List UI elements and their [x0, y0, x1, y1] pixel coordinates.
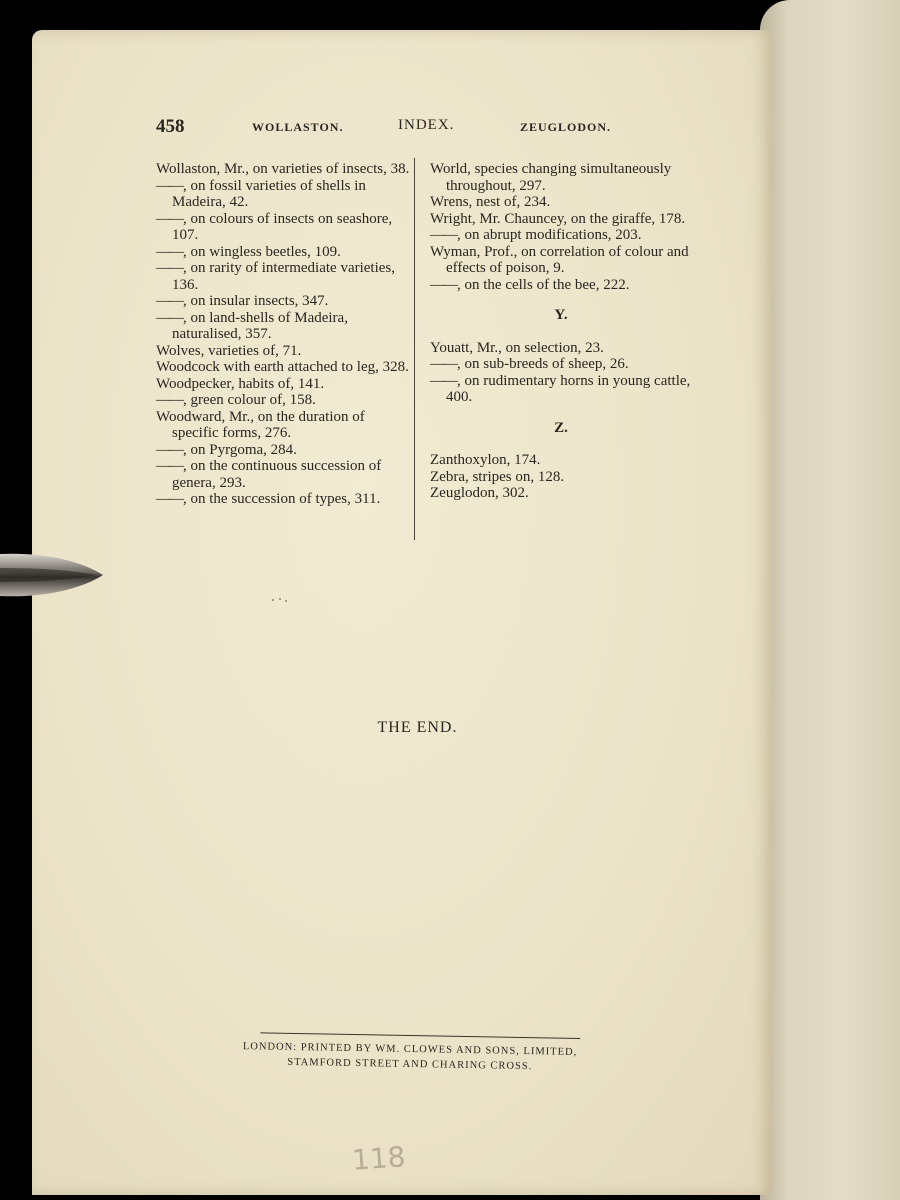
ink-specks	[272, 598, 292, 602]
index-subentry: —— , on wingless beetles, 109.	[156, 244, 410, 261]
index-subentry: —— , on the cells of the bee, 222.	[430, 277, 692, 294]
printer-imprint	[230, 1032, 591, 1075]
running-head-right: ZEUGLODON.	[520, 120, 612, 134]
index-entry: Woodcock with earth attached to leg, 328.	[156, 359, 409, 375]
index-section-w	[430, 161, 692, 293]
index-entry: Zanthoxylon, 174.	[430, 452, 541, 468]
index-subentry: —— , on insular insects, 347.	[156, 293, 410, 310]
running-head-left: WOLLASTON.	[252, 120, 344, 134]
index-subentry: —— , on land-shells of Madeira, naturalised, 357.	[156, 310, 410, 343]
index-subentry: —— , on rudimentary horns in young cattle, 400.	[430, 373, 692, 406]
index-entry: Zebra, stripes on, 128.	[430, 468, 565, 485]
index-subentry: —— , on colours of insects on seashore, 107.	[156, 211, 410, 244]
index-entry: Wollaston, Mr., on varieties of insects, 38.	[156, 161, 410, 177]
index-subentry: —— , green colour of, 158.	[156, 392, 410, 409]
index-subentry: —— , on rarity of intermediate varieties, 136.	[156, 260, 410, 293]
index-subentry: —— , on fossil varieties of shells in Madeira, 42.	[156, 178, 410, 211]
section-heading-z: Z.	[554, 419, 568, 436]
index-subentry: —— , on abrupt modifications, 203.	[430, 227, 692, 244]
page-stack-edge	[760, 0, 900, 1200]
index-entry: Wrens, nest of, 234.	[430, 194, 551, 210]
the-end-text: THE END.	[377, 719, 458, 736]
index-entry: Wright, Mr. Chauncey, on the giraffe, 178.	[430, 210, 686, 227]
index-entry: Youatt, Mr., on selection, 23.	[430, 339, 604, 356]
running-header	[0, 116, 900, 140]
index-section-y	[430, 340, 692, 406]
index-entry: Woodpecker, habits of, 141.	[156, 375, 325, 392]
index-entry: World, species changing simultaneously throughout, 297.	[430, 161, 672, 194]
index-column-right	[430, 161, 692, 502]
index-entry: Wolves, varieties of, 71.	[156, 342, 302, 359]
running-head-center: INDEX.	[398, 117, 455, 133]
index-section-z	[430, 452, 692, 502]
index-subentry: —— , on the succession of types, 311.	[156, 491, 410, 508]
index-subentry: —— , on Pyrgoma, 284.	[156, 442, 410, 459]
index-subentry: —— , on sub-breeds of sheep, 26.	[430, 356, 692, 373]
page-number: 458	[156, 116, 185, 137]
imprint-line-1: LONDON: PRINTED BY WM. CLOWES AND SONS, LIMITED,	[242, 1041, 578, 1058]
index-entry: Woodward, Mr., on the duration of specific forms, 276.	[156, 408, 365, 441]
imprint-line-2: STAMFORD STREET AND CHARING CROSS.	[287, 1056, 533, 1073]
pointer-tool-icon	[0, 546, 104, 604]
index-entry: Zeuglodon, 302.	[430, 485, 529, 501]
index-subentry: —— , on the continuous succession of genera, 293.	[156, 458, 410, 491]
section-heading-y: Y.	[554, 307, 568, 323]
index-entry: Wyman, Prof., on correlation of colour and effects of poison, 9.	[430, 243, 689, 276]
column-divider	[414, 158, 415, 540]
index-column-left	[156, 161, 410, 508]
pencil-note: 118	[350, 1140, 407, 1177]
